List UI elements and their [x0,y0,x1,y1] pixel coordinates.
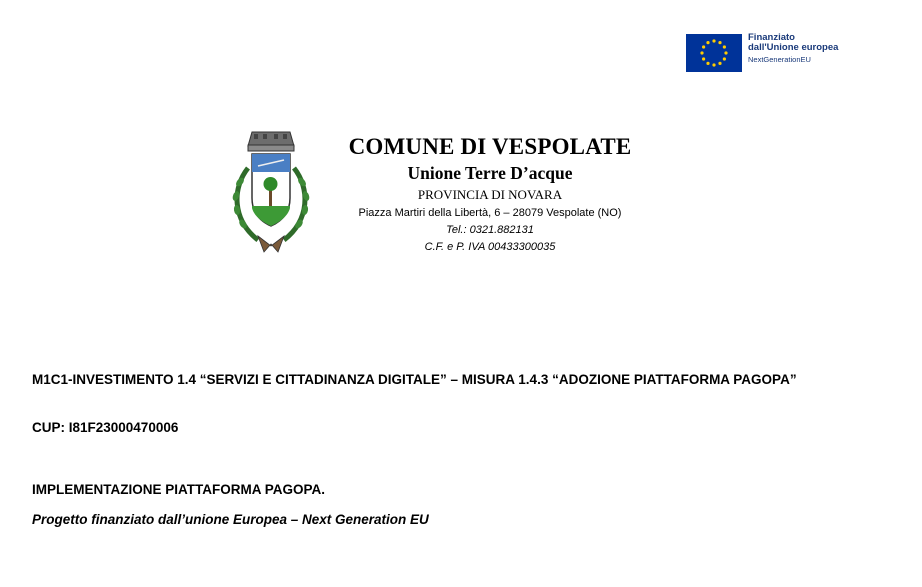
eu-star-icon [700,51,703,54]
eu-star-icon [706,62,709,65]
eu-logo-line2: dall'Unione europea [748,42,839,54]
municipal-crest-icon [228,128,314,256]
vat-number: C.F. e P. IVA 00433300035 [424,241,556,253]
eu-star-icon [702,57,705,60]
eu-star-icon [712,39,715,42]
union-name: Unione Terre D’acque [407,163,573,183]
eu-star-icon [712,63,715,66]
municipality-header [340,134,640,253]
eu-logo-line3: NextGenerationEU [748,54,811,64]
cup-code: CUP: I81F23000470006 [32,420,179,435]
address: Piazza Martiri della Libertà, 6 – 28079 Vespolate (NO) [358,207,622,219]
eu-star-icon [706,41,709,44]
eu-star-icon [723,45,726,48]
eu-star-icon [724,51,727,54]
eu-logo-line1: Finanziato [748,32,795,43]
eu-star-icon [718,62,721,65]
telephone: Tel.: 0321.882131 [446,224,534,236]
province-name: PROVINCIA DI NOVARA [417,187,563,202]
eu-star-icon [723,57,726,60]
municipality-name: COMUNE DI VESPOLATE [348,134,632,159]
eu-flag-icon [686,34,742,72]
measure-title: M1C1-INVESTIMENTO 1.4 “SERVIZI E CITTADINANZA DIGITALE” – MISURA 1.4.3 “ADOZIONE PIATTAFORMA PAGOPA” [32,372,797,387]
funding-note: Progetto finanziato dall’unione Europea – Next Generation EU [32,512,429,527]
eu-funding-logo [686,33,856,73]
eu-star-icon [702,45,705,48]
implementation-title: IMPLEMENTAZIONE PIATTAFORMA PAGOPA. [32,482,325,497]
eu-star-icon [718,41,721,44]
